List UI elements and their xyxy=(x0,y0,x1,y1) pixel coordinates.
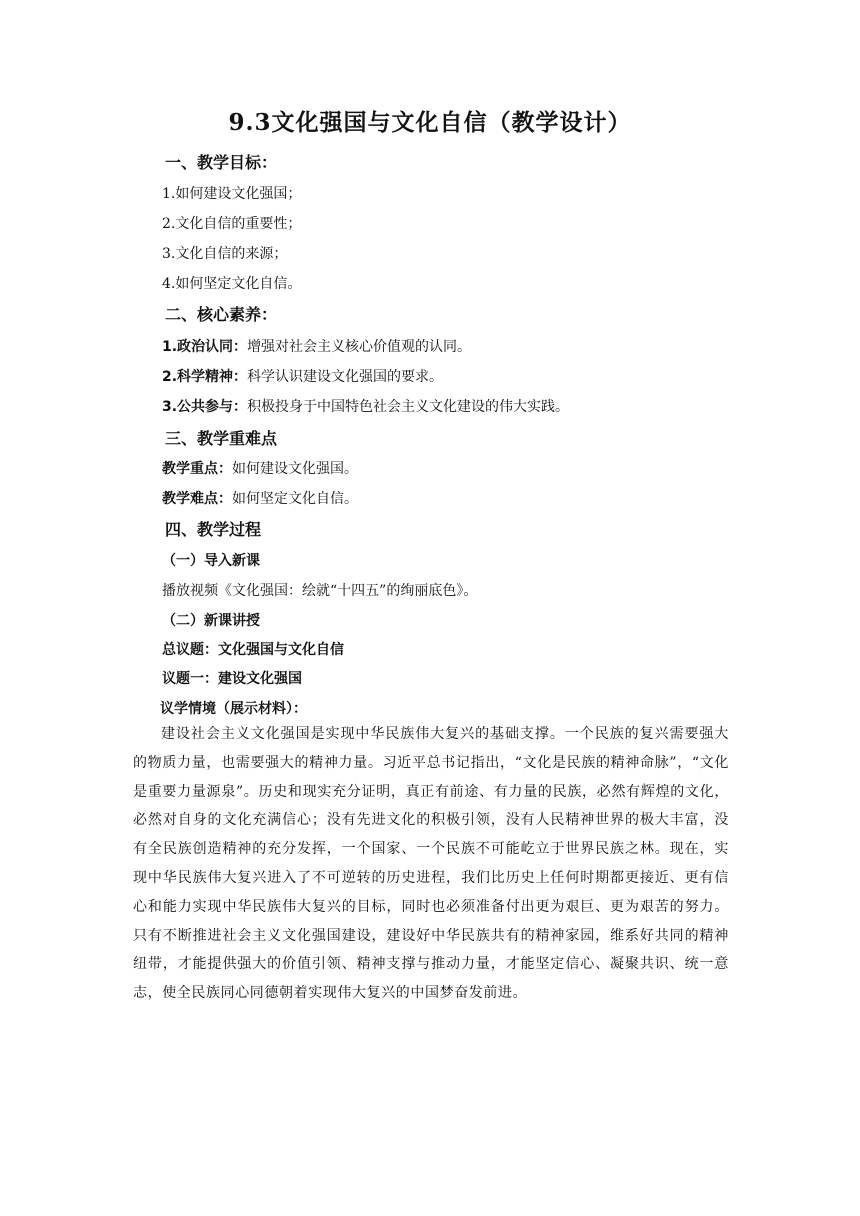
lecture-heading: （二）新课讲授 xyxy=(162,613,260,629)
literacy-item-2 xyxy=(162,366,443,386)
objective-item-4: 4.如何坚定文化自信。 xyxy=(162,276,302,292)
literacy-item-3 xyxy=(162,396,569,416)
topic-one: 议题一：建设文化强国 xyxy=(162,671,302,687)
intro-heading: （一）导入新课 xyxy=(162,553,260,569)
objective-item-2: 2.文化自信的重要性； xyxy=(162,216,302,232)
keypoint-item-1 xyxy=(162,458,358,478)
literacy-item-1 xyxy=(162,336,471,356)
keypoint-text-1: 如何建设文化强国。 xyxy=(232,461,358,477)
literacy-label-2: 2.科学精神： xyxy=(162,369,248,385)
keypoint-label-2: 教学难点： xyxy=(162,491,232,507)
intro-text: 播放视频《文化强国：绘就“十四五”的绚丽底色》。 xyxy=(162,583,478,599)
keypoint-text-2: 如何坚定文化自信。 xyxy=(232,491,358,507)
literacy-text-3: 积极投身于中国特色社会主义文化建设的伟大实践。 xyxy=(247,399,570,415)
context-heading: 议学情境（展示材料）： xyxy=(160,701,307,717)
keypoints-heading: 三、教学重难点 xyxy=(165,429,278,448)
objectives-heading: 一、教学目标： xyxy=(165,153,278,172)
literacy-label-3: 3.公共参与： xyxy=(162,399,248,415)
objective-item-3: 3.文化自信的来源； xyxy=(162,246,288,262)
objective-item-1: 1.如何建设文化强国； xyxy=(162,186,302,202)
context-paragraph: 建设社会主义文化强国是实现中华民族伟大复兴的基础支撑。一个民族的复兴需要强大的物质力量，也需要强大的精神力量。习近平总书记指出，“文化是民族的精神命脉”，“文化是重要力量源泉”。历史和现实充分证明，真正有前途、有力量的民族，必然有辉煌的文化，必然对自身的文化充满信心；没有先进文化的积极引领，没有人民精神世界的极大丰富，没有全民族创造精神的充分发挥，一个国家、一个民族不可能屹立于世界民族之林。现在，实现中华民族伟大复兴进入了不可逆转的历史进程，我们比历史上任何时期都更接近、更有信心和能力实现中华民族伟大复兴的目标，同时也必须准备付出更为艰巨、更为艰苦的努力。只有不断推进社会主义文化强国建设，建设好中华民族共有的精神家园，维系好共同的精神纽带，才能提供强大的价值引领、精神支撑与推动力量，才能坚定信心、凝聚共识、统一意志，使全民族同心同德朝着实现伟大复兴的中国梦奋发前进。 xyxy=(133,726,729,1002)
literacy-text-1: 增强对社会主义核心价值观的认同。 xyxy=(247,339,472,355)
keypoint-label-1: 教学重点： xyxy=(162,461,232,477)
process-heading: 四、教学过程 xyxy=(165,520,262,539)
main-topic: 总议题：文化强国与文化自信 xyxy=(162,642,344,658)
document-title: 9.3文化强国与文化自信（教学设计） xyxy=(228,109,632,136)
keypoint-item-2 xyxy=(162,488,358,508)
literacy-text-2: 科学认识建设文化强国的要求。 xyxy=(247,369,444,385)
literacy-label-1: 1.政治认同： xyxy=(162,339,248,355)
literacy-heading: 二、核心素养： xyxy=(165,305,278,324)
